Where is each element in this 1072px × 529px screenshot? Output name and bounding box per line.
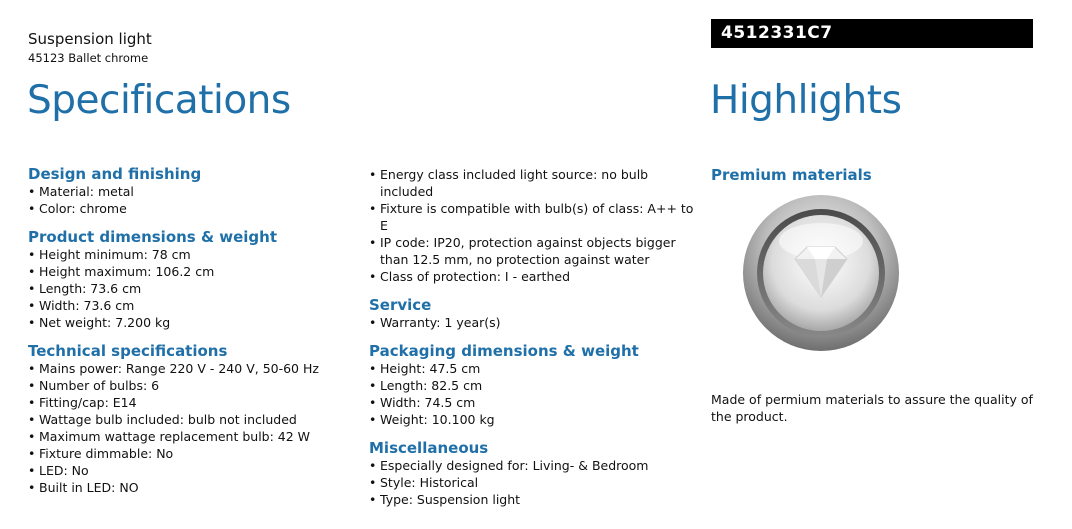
spec-item: • Net weight: 7.200 kg: [28, 314, 358, 331]
section-technical: [28, 342, 358, 496]
spec-item: • Width: 74.5 cm: [369, 394, 694, 411]
product-subtitle: 45123 Ballet chrome: [28, 51, 149, 65]
spec-item: • Height maximum: 106.2 cm: [28, 263, 358, 280]
spec-column-2: [369, 166, 694, 508]
highlights-heading: Highlights: [710, 78, 902, 123]
spec-item: • Wattage bulb included: bulb not included: [28, 411, 358, 428]
spec-item: • Length: 73.6 cm: [28, 280, 358, 297]
section-title: Miscellaneous: [369, 439, 489, 457]
spec-item: • Length: 82.5 cm: [369, 377, 694, 394]
section-title: Design and finishing: [28, 165, 202, 183]
section-packaging: [369, 342, 694, 428]
spec-item: • Built in LED: NO: [28, 479, 358, 496]
section-energy: [369, 166, 694, 285]
spec-item: • IP code: IP20, protection against objects bigger than 12.5 mm, no protection against water: [369, 234, 694, 268]
highlight-title: Premium materials: [711, 166, 872, 184]
spec-item: • Mains power: Range 220 V - 240 V, 50-60 Hz: [28, 360, 358, 377]
spec-item: • Style: Historical: [369, 474, 694, 491]
section-title: Product dimensions & weight: [28, 228, 278, 246]
section-product-dimensions: [28, 228, 358, 331]
highlight-text: Made of permium materials to assure the quality of the product.: [711, 392, 1033, 424]
spec-item: • Fixture dimmable: No: [28, 445, 358, 462]
spec-item: • Number of bulbs: 6: [28, 377, 358, 394]
spec-item: • Maximum wattage replacement bulb: 42 W: [28, 428, 358, 445]
spec-item: • Especially designed for: Living- & Bedroom: [369, 457, 694, 474]
spec-item: • Class of protection: I - earthed: [369, 268, 694, 285]
spec-item: • Warranty: 1 year(s): [369, 314, 694, 331]
product-code-box: 4512331C7: [711, 19, 1033, 48]
spec-item: • Energy class included light source: no bulb included: [369, 166, 694, 200]
spec-item: • Fixture is compatible with bulb(s) of class: A++ to E: [369, 200, 694, 234]
spec-item: • LED: No: [28, 462, 358, 479]
specifications-heading: Specifications: [27, 78, 291, 123]
product-title: Suspension light: [28, 30, 152, 48]
section-service: [369, 296, 694, 331]
spec-item: • Height: 47.5 cm: [369, 360, 694, 377]
spec-item: • Fitting/cap: E14: [28, 394, 358, 411]
section-misc: [369, 439, 694, 508]
spec-item: • Material: metal: [28, 183, 358, 200]
spec-item: • Width: 73.6 cm: [28, 297, 358, 314]
section-title: Packaging dimensions & weight: [369, 342, 639, 360]
spec-item: • Type: Suspension light: [369, 491, 694, 508]
diamond-icon: [741, 193, 901, 353]
section-title: Service: [369, 296, 432, 314]
spec-item: • Color: chrome: [28, 200, 358, 217]
spec-item: • Weight: 10.100 kg: [369, 411, 694, 428]
section-design: [28, 165, 358, 217]
spec-column-1: [28, 165, 358, 496]
section-title: Technical specifications: [28, 342, 228, 360]
spec-item: • Height minimum: 78 cm: [28, 246, 358, 263]
